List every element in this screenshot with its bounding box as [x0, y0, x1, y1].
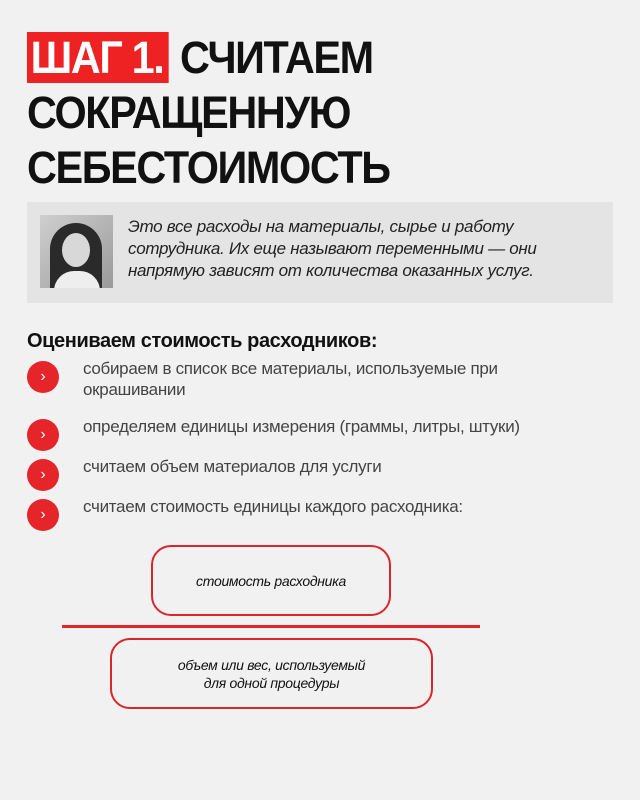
title-line-1: СЧИТАЕМ — [179, 32, 373, 83]
list-item-text: определяем единицы измерения (граммы, литры, штуки) — [83, 417, 520, 436]
step-badge: ШАГ 1. — [27, 32, 169, 83]
chevron-right-icon: › — [27, 361, 59, 393]
list-item-text: считаем объем материалов для услуги — [83, 457, 382, 476]
denominator-box — [110, 638, 433, 709]
list-item-text: считаем стоимость единицы каждого расходника: — [83, 497, 463, 516]
chevron-right-icon: › — [27, 459, 59, 491]
section-heading: Оцениваем стоимость расходников: — [27, 330, 378, 352]
fraction-line — [62, 625, 480, 628]
list-item-text: собираем в список все материалы, используемые при окрашивании — [83, 359, 498, 399]
chevron-right-icon: › — [27, 499, 59, 531]
denominator-text-1: объем или вес, используемый — [177, 656, 366, 673]
page-title — [27, 30, 390, 195]
quote-text: Это все расходы на материалы, сырье и работу сотрудника. Их еще называют переменными — они напрямую зависят от количества оказанных услуг. — [128, 217, 537, 280]
denominator-text-2: для одной процедуры — [203, 674, 340, 691]
numerator-text: стоимость расходника — [196, 572, 346, 589]
numerator-box — [151, 545, 391, 616]
title-line-3: СЕБЕСТОИМОСТЬ — [27, 142, 390, 193]
author-photo — [40, 215, 113, 288]
quote-block — [27, 202, 613, 303]
chevron-right-icon: › — [27, 419, 59, 451]
title-line-2: СОКРАЩЕННУЮ — [27, 87, 351, 138]
